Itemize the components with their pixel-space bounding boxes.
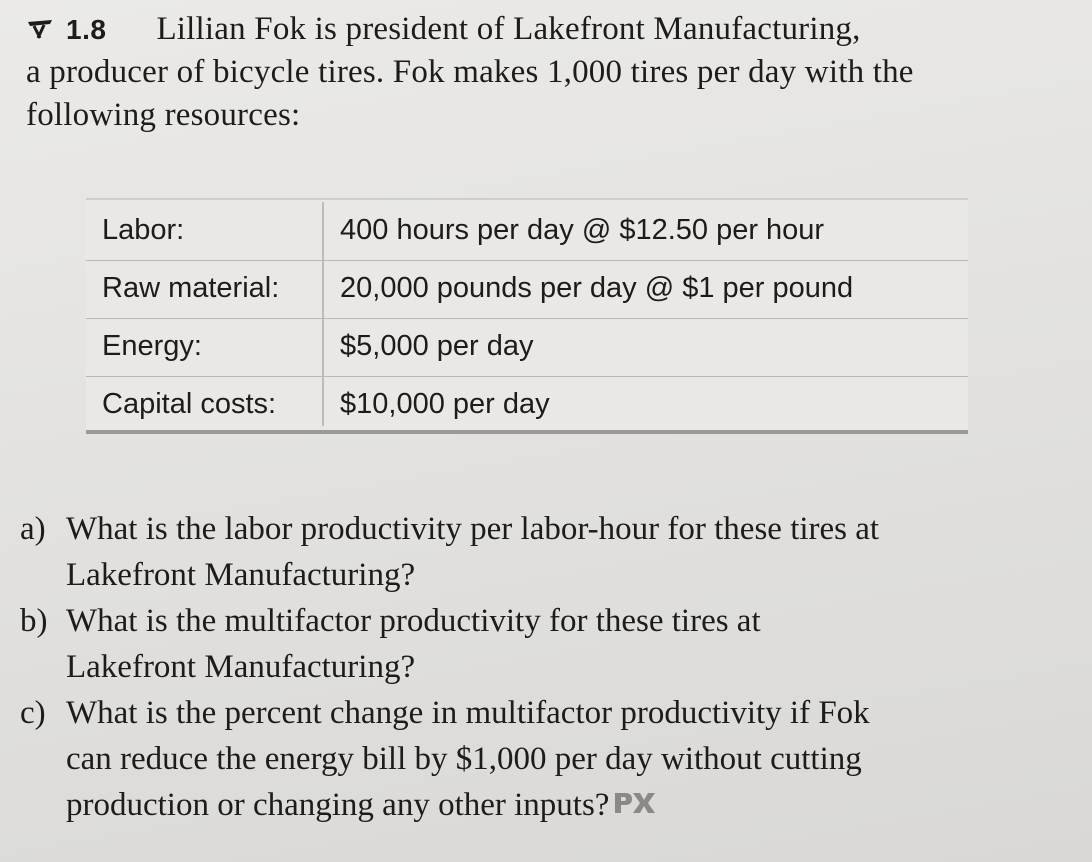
- resource-label: Raw material:: [102, 272, 280, 304]
- resource-value: $5,000 per day: [340, 330, 534, 362]
- question-text: What is the multifactor productivity for these tires at: [66, 603, 761, 639]
- question-c-line-1: [20, 690, 1070, 736]
- question-b-line-2: Lakefront Manufacturing?: [66, 649, 416, 685]
- intro-line-2: a producer of bicycle tires. Fok makes 1,000 tires per day with the: [26, 54, 914, 90]
- resource-label: Energy:: [102, 330, 202, 362]
- table-row: [86, 318, 968, 377]
- question-a-line-1: [20, 506, 1070, 552]
- problem-statement: [26, 8, 1066, 137]
- px-badge-icon: [613, 782, 657, 806]
- table-row: [86, 202, 968, 261]
- question-text: production or changing any other inputs?: [66, 787, 610, 823]
- question-letter: c): [20, 695, 46, 731]
- question-list: [20, 506, 1070, 828]
- question-letter: a): [20, 511, 46, 547]
- question-a-line-2: Lakefront Manufacturing?: [66, 557, 416, 593]
- table-row: [86, 260, 968, 319]
- resource-label: Capital costs:: [102, 388, 277, 420]
- table-row: [86, 376, 968, 434]
- resource-value: 20,000 pounds per day @ $1 per pound: [340, 272, 854, 304]
- question-c-line-3: [20, 782, 1070, 828]
- resource-value: $10,000 per day: [340, 388, 550, 420]
- question-text: What is the labor productivity per labor-hour for these tires at: [66, 511, 880, 547]
- intro-line-1: [26, 8, 1066, 51]
- intro-text-1: Lillian Fok is president of Lakefront Manufacturing,: [156, 11, 861, 47]
- resource-label: Labor:: [102, 214, 185, 246]
- resource-table: [86, 198, 968, 434]
- bicycle-icon: [26, 11, 56, 39]
- question-b-line-1: [20, 598, 1070, 644]
- question-letter: b): [20, 603, 48, 639]
- problem-number: 1.8: [66, 14, 107, 45]
- resource-value: 400 hours per day @ $12.50 per hour: [340, 214, 825, 246]
- intro-line-3: following resources:: [26, 97, 301, 133]
- question-text: What is the percent change in multifactor productivity if Fok: [66, 695, 870, 731]
- question-c-line-2: can reduce the energy bill by $1,000 per day without cutting: [66, 741, 862, 777]
